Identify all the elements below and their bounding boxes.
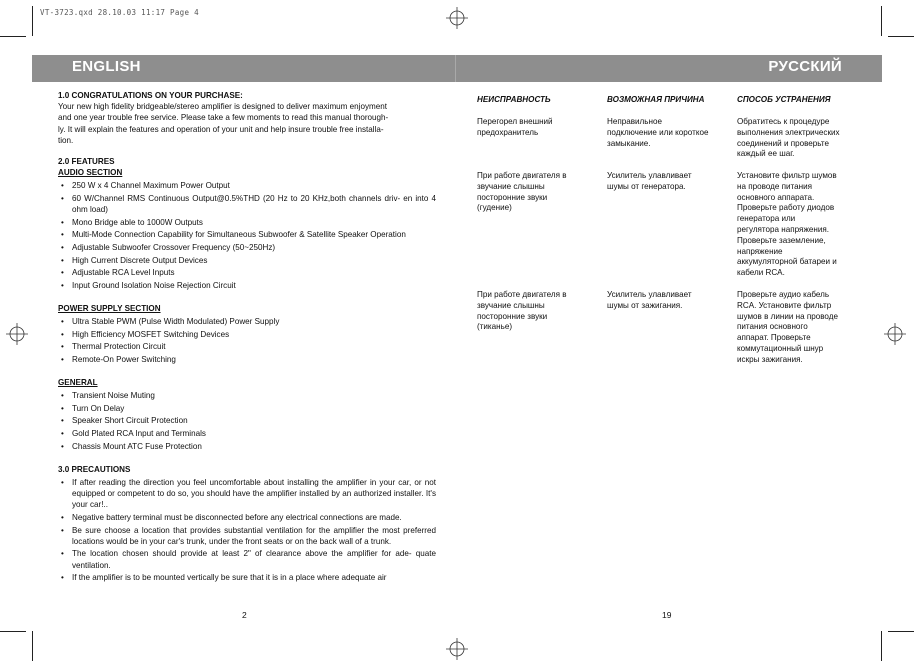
column-header-solution: СПОСОБ УСТРАНЕНИЯ (737, 95, 831, 104)
list-item: • 250 W x 4 Channel Maximum Power Output (58, 180, 436, 191)
list-item: • High Efficiency MOSFET Switching Devices (58, 329, 436, 340)
general-section-title: GENERAL (58, 378, 98, 388)
list-item: • Mono Bridge able to 1000W Outputs (58, 217, 436, 228)
header-divider (455, 55, 456, 82)
precautions-title: 3.0 PRECAUTIONS (58, 464, 131, 474)
crop-mark (881, 631, 882, 661)
cell-line: аппарат. Проверьте (737, 333, 811, 343)
cell-line: соединений и проверьте (737, 138, 830, 148)
cell-line: выполнения электрических (737, 127, 840, 137)
cell-line: кабели RCA. (737, 268, 785, 278)
cell-line: основного аппарата. (737, 192, 815, 202)
crop-mark (32, 631, 33, 661)
crop-mark (888, 631, 914, 632)
header-english: ENGLISH (72, 58, 141, 75)
cell-line: Установите фильтр шумов (737, 171, 837, 180)
table-cell-solution (737, 290, 838, 366)
cell-line: При работе двигателя в (477, 290, 567, 299)
list-item: • Adjustable Subwoofer Crossover Frequency (50~250Hz) (58, 242, 436, 253)
intro-line: Your new high fidelity bridgeable/stereo amplifier is designed to deliver maximum enjoyment (58, 102, 388, 112)
cell-line: на проводе питания (737, 181, 813, 191)
list-item: • Ultra Stable PWM (Pulse Width Modulated) Power Supply (58, 316, 436, 327)
cell-line: посторонние звуки (477, 192, 548, 202)
cell-line: Перегорел внешний (477, 117, 553, 126)
file-slug: VT-3723.qxd 28.10.03 11:17 Page 4 (40, 8, 199, 17)
cell-line: При работе двигателя в (477, 171, 567, 180)
list-item: • Turn On Delay (58, 403, 436, 414)
audio-section-title: AUDIO SECTION (58, 168, 123, 178)
crop-mark (888, 36, 914, 37)
page-number-right: 19 (662, 610, 672, 620)
table-cell-problem (477, 171, 567, 214)
cell-line: звучание слышны (477, 181, 545, 191)
list-item: • If after reading the direction you feel uncomfortable about installing the amplifier in your car, or not equipped or competent to do so, you should have the amplifier installed by an authorized installer. It's your car!.. (58, 477, 436, 511)
cell-line: генератора или (737, 214, 796, 224)
registration-mark-icon (6, 323, 28, 345)
cell-line: замыкание. (607, 138, 651, 148)
column-header-cause: ВОЗМОЖНАЯ ПРИЧИНА (607, 95, 705, 104)
header-bar (32, 55, 882, 82)
cell-line: Усилитель улавливает (607, 290, 692, 299)
power-section-title: POWER SUPPLY SECTION (58, 304, 161, 314)
crop-mark (0, 36, 26, 37)
cell-line: аккумуляторной батареи и (737, 257, 837, 267)
cell-line: подключение или короткое (607, 127, 709, 137)
intro-line: tion. (58, 135, 74, 145)
cell-line: Проверьте аудио кабель (737, 290, 830, 299)
cell-line: искры зажигания. (737, 354, 803, 364)
table-cell-solution (737, 171, 837, 279)
power-list (58, 316, 436, 365)
registration-mark-icon (446, 7, 468, 29)
intro-line: and one year trouble free service. Please take a few moments to read this manual thorough- (58, 113, 389, 123)
audio-list (58, 180, 436, 291)
cell-line: Неправильное (607, 117, 662, 126)
list-item: • Speaker Short Circuit Protection (58, 415, 436, 426)
cell-line: предохранитель (477, 127, 539, 137)
cell-line: коммутационный шнур (737, 343, 824, 353)
table-cell-cause (607, 117, 708, 149)
cell-line: шумов в линии на проводе (737, 311, 838, 321)
cell-line: RCA. Установите фильтр (737, 300, 832, 310)
intro-paragraph (58, 101, 436, 146)
registration-mark-icon (884, 323, 906, 345)
cell-line: напряжение (737, 246, 783, 256)
cell-line: регулятора напряжения. (737, 224, 829, 234)
intro-line: ly. It will explain the features and operation of your unit and help insure trouble free installa- (58, 124, 384, 134)
general-list (58, 390, 436, 452)
cell-line: Проверьте работу диодов (737, 203, 835, 213)
list-item: • The location chosen should provide at least 2" of clearance above the amplifier for ade- quate ventilation. (58, 548, 436, 570)
table-cell-cause (607, 171, 692, 193)
table-cell-problem (477, 290, 567, 333)
list-item: • If the amplifier is to be mounted vertically be sure that it is in a place where adequate air (58, 572, 436, 583)
cell-line: Усилитель улавливает (607, 171, 692, 180)
cell-line: посторонние звуки (477, 311, 548, 321)
list-item: • Remote-On Power Switching (58, 354, 436, 365)
column-header-problem: НЕИСПРАВНОСТЬ (477, 95, 551, 104)
crop-mark (32, 6, 33, 36)
header-russian: РУССКИЙ (768, 58, 842, 75)
list-item: • High Current Discrete Output Devices (58, 255, 436, 266)
registration-mark-icon (446, 638, 468, 660)
cell-line: каждый ее шаг. (737, 149, 795, 159)
table-cell-cause (607, 290, 692, 312)
precautions-list (58, 477, 436, 584)
list-item: • Adjustable RCA Level Inputs (58, 267, 436, 278)
list-item: • Chassis Mount ATC Fuse Protection (58, 441, 436, 452)
list-item: • Be sure choose a location that provides substantial ventilation for the amplifier the most preferred locations would be in your car's trunk, under the front seats or on the back wall of a trunk. (58, 525, 436, 547)
list-item: • Gold Plated RCA Input and Terminals (58, 428, 436, 439)
list-item: • Multi-Mode Connection Capability for Simultaneous Subwoofer & Satellite Speaker Operation (58, 229, 436, 240)
list-item: • Thermal Protection Circuit (58, 341, 436, 352)
crop-mark (881, 6, 882, 36)
cell-line: Обратитесь к процедуре (737, 117, 830, 126)
table-cell-problem (477, 117, 553, 139)
cell-line: (тиканье) (477, 322, 513, 332)
cell-line: питания основного (737, 322, 808, 332)
cell-line: шумы от зажигания. (607, 300, 683, 310)
cell-line: (гудение) (477, 203, 512, 213)
list-item: • Negative battery terminal must be disconnected before any electrical connections are made. (58, 512, 436, 523)
cell-line: Проверьте заземление, (737, 235, 826, 245)
crop-mark (0, 631, 26, 632)
list-item: • 60 W/Channel RMS Continuous Output@0.5%THD (20 Hz to 20 KHz,both channels driv- en into 4 ohm load) (58, 193, 436, 215)
english-column (58, 90, 436, 584)
table-cell-solution (737, 117, 840, 160)
cell-line: шумы от генератора. (607, 181, 686, 191)
page-number-left: 2 (242, 610, 247, 620)
features-title: 2.0 FEATURES (58, 157, 115, 167)
list-item: • Transient Noise Muting (58, 390, 436, 401)
list-item: • Input Ground Isolation Noise Rejection Circuit (58, 280, 436, 291)
intro-title: 1.0 CONGRATULATIONS ON YOUR PURCHASE: (58, 91, 243, 100)
cell-line: звучание слышны (477, 300, 545, 310)
